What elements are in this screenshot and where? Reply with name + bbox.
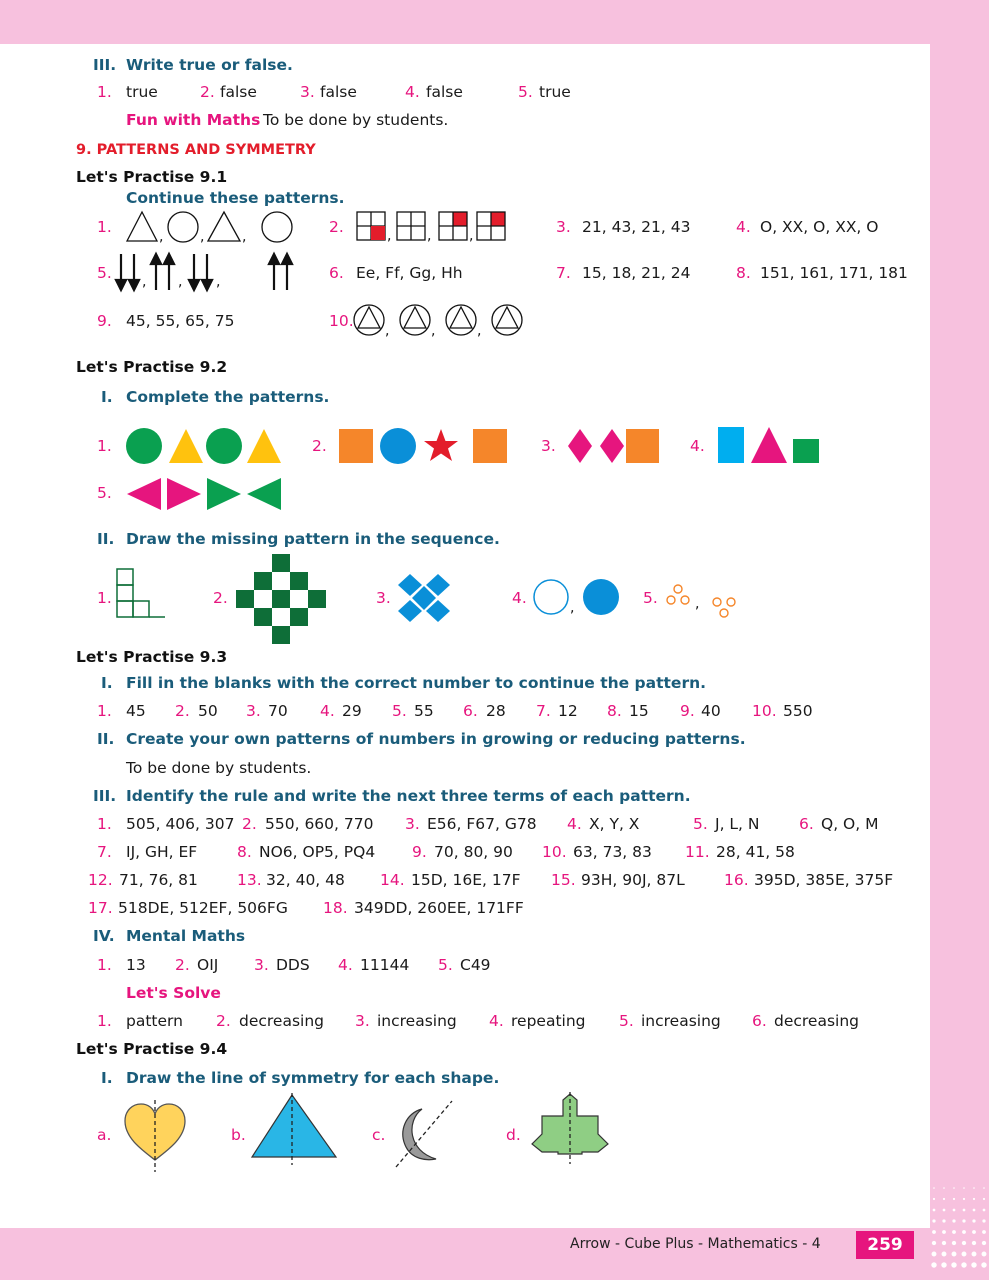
diamond-cluster-shape — [396, 572, 452, 624]
item-number: 2. — [216, 1012, 231, 1030]
section-number: III. — [93, 787, 117, 805]
decorative-dot — [952, 1241, 956, 1245]
item-number: 5. — [518, 83, 533, 101]
item-answer: 13 — [126, 956, 146, 974]
item-label: b. — [231, 1126, 246, 1144]
item-answer: decreasing — [239, 1012, 325, 1030]
practise-title: Let's Practise 9.4 — [76, 1040, 228, 1058]
item-answer: NO6, OP5, PQ4 — [259, 843, 376, 861]
small-circles-shape — [663, 580, 745, 620]
item-answer: X, Y, X — [589, 815, 640, 833]
comma: , — [469, 228, 474, 244]
decorative-dot — [953, 1209, 956, 1212]
item-number: 4. — [736, 218, 751, 236]
item-number: 5. — [619, 1012, 634, 1030]
item-number: 10. — [752, 702, 777, 720]
item-number: 9. — [97, 312, 112, 330]
decorative-dot — [932, 1241, 936, 1245]
decorative-dot — [943, 1187, 945, 1189]
answer-text: Ee, Ff, Gg, Hh — [356, 264, 463, 282]
item-number: 15. — [551, 871, 576, 889]
item-number: 1. — [97, 589, 112, 607]
comma: , — [242, 229, 247, 245]
item-number: 4. — [567, 815, 582, 833]
item-answer: Q, O, M — [821, 815, 879, 833]
item-answer: 93H, 90J, 87L — [581, 871, 685, 889]
decorative-dot — [933, 1187, 935, 1189]
item-answer: 349DD, 260EE, 171FF — [354, 899, 524, 917]
item-answer: IJ, GH, EF — [126, 843, 198, 861]
decorative-dot — [961, 1262, 966, 1267]
decorative-dot — [931, 1262, 936, 1267]
item-answer: pattern — [126, 1012, 183, 1030]
comma: , — [200, 229, 205, 245]
decorative-dot — [943, 1198, 945, 1200]
practise-title: Let's Practise 9.3 — [76, 648, 228, 666]
item-number: 3. — [246, 702, 261, 720]
heart-shape — [122, 1100, 188, 1172]
practise-title: Let's Practise 9.1 — [76, 168, 228, 186]
item-number: 2. — [242, 815, 257, 833]
section-number: II. — [97, 530, 115, 548]
item-answer: 518DE, 512EF, 506FG — [118, 899, 288, 917]
item-answer: C49 — [460, 956, 491, 974]
item-number: 3. — [300, 83, 315, 101]
crescent-moon-shape — [392, 1097, 462, 1169]
l-block-shape — [115, 567, 167, 627]
item-answer: 15 — [629, 702, 649, 720]
item-number: 14. — [380, 871, 405, 889]
item-number: 5. — [643, 589, 658, 607]
house-arrow-shape — [526, 1092, 614, 1166]
item-number: 8. — [736, 264, 751, 282]
section-heading: Create your own patterns of numbers in growing or reducing patterns. — [126, 730, 746, 748]
circle-outline-filled-shape — [532, 578, 622, 618]
comma: , — [427, 228, 432, 244]
section-heading: Write true or false. — [126, 56, 293, 74]
section-heading: Identify the rule and write the next three terms of each pattern. — [126, 787, 691, 805]
item-number: 3. — [355, 1012, 370, 1030]
triangle-shape — [250, 1093, 340, 1165]
section-number: I. — [101, 388, 113, 406]
decorative-dot — [972, 1230, 976, 1234]
item-answer: 32, 40, 48 — [266, 871, 345, 889]
decorative-dot — [981, 1262, 986, 1267]
item-answer: 12 — [558, 702, 578, 720]
decorative-dot — [952, 1219, 955, 1222]
diamond-square-pattern — [566, 427, 661, 465]
item-number: 10. — [329, 312, 354, 330]
decorative-dot — [962, 1252, 967, 1257]
item-number: 5. — [693, 815, 708, 833]
item-answer: 63, 73, 83 — [573, 843, 652, 861]
item-answer: repeating — [511, 1012, 586, 1030]
square-circle-star-pattern — [337, 427, 512, 465]
item-number: 2. — [312, 437, 327, 455]
chapter-title: 9. PATTERNS AND SYMMETRY — [76, 142, 316, 158]
comma: , — [695, 596, 700, 612]
decorative-dot — [943, 1209, 946, 1212]
decorative-dot — [973, 1209, 976, 1212]
circle-triangle-pattern — [352, 303, 532, 337]
decorative-dot — [941, 1262, 946, 1267]
item-answer: increasing — [641, 1012, 721, 1030]
decorative-dot — [942, 1241, 946, 1245]
comma: , — [387, 228, 392, 244]
decorative-dot — [982, 1219, 985, 1222]
item-number: 1. — [97, 218, 112, 236]
item-answer: 45 — [126, 702, 146, 720]
section-text: To be done by students. — [126, 759, 312, 777]
item-answer: 395D, 385E, 375F — [754, 871, 894, 889]
decorative-dot — [953, 1198, 955, 1200]
decorative-dot — [933, 1209, 936, 1212]
fun-with-maths-label: Fun with Maths — [126, 111, 261, 129]
decorative-dot — [963, 1209, 966, 1212]
decorative-dot — [942, 1219, 945, 1222]
decorative-dot — [932, 1252, 937, 1257]
item-number: 3. — [405, 815, 420, 833]
item-number: 7. — [556, 264, 571, 282]
decorative-dot — [952, 1252, 957, 1257]
item-answer: 71, 76, 81 — [119, 871, 198, 889]
item-answer: 55 — [414, 702, 434, 720]
answer-text: 151, 161, 171, 181 — [760, 264, 908, 282]
item-number: 4. — [690, 437, 705, 455]
item-number: 17. — [88, 899, 113, 917]
decorative-dot — [973, 1187, 975, 1189]
decorative-dot — [962, 1230, 966, 1234]
item-answer: 505, 406, 307 — [126, 815, 235, 833]
arrowhead-triangles-pattern — [125, 476, 283, 512]
answer-text: O, XX, O, XX, O — [760, 218, 879, 236]
item-number: 1. — [97, 956, 112, 974]
comma: , — [159, 229, 164, 245]
decorative-dot — [971, 1262, 976, 1267]
practise-subtitle: Continue these patterns. — [126, 189, 345, 207]
decorative-dot — [983, 1187, 985, 1189]
comma: , — [142, 274, 147, 290]
item-answer: true — [539, 83, 571, 101]
decorative-dot — [962, 1219, 965, 1222]
answer-text: 15, 18, 21, 24 — [582, 264, 691, 282]
item-answer: 550, 660, 770 — [265, 815, 374, 833]
triangle-circle-pattern — [125, 210, 295, 244]
item-answer: 550 — [783, 702, 813, 720]
item-number: 4. — [338, 956, 353, 974]
lets-solve-label: Let's Solve — [126, 984, 221, 1002]
item-number: 4. — [489, 1012, 504, 1030]
item-number: 2. — [200, 83, 215, 101]
item-answer: 28, 41, 58 — [716, 843, 795, 861]
decorative-dot — [982, 1241, 986, 1245]
footer-band — [0, 1228, 989, 1280]
item-answer: J, L, N — [715, 815, 760, 833]
practise-title: Let's Practise 9.2 — [76, 358, 228, 376]
comma: , — [570, 600, 575, 616]
item-number: 3. — [541, 437, 556, 455]
decorative-dot — [942, 1252, 947, 1257]
decorative-dot — [932, 1230, 936, 1234]
section-number: I. — [101, 1069, 113, 1087]
grid-square-pattern — [355, 210, 525, 242]
item-answer: 70, 80, 90 — [434, 843, 513, 861]
checker-diamond-shape — [231, 554, 331, 646]
item-number: 1. — [97, 702, 112, 720]
arrows-pattern — [116, 252, 301, 292]
item-label: a. — [97, 1126, 112, 1144]
comma: , — [178, 274, 183, 290]
decorative-dot — [983, 1198, 985, 1200]
item-number: 2. — [213, 589, 228, 607]
decorative-dot — [972, 1252, 977, 1257]
item-number: 11. — [685, 843, 710, 861]
item-number: 8. — [237, 843, 252, 861]
comma: , — [216, 274, 221, 290]
decorative-dot — [953, 1187, 955, 1189]
item-number: 4. — [405, 83, 420, 101]
decorative-dot — [933, 1198, 935, 1200]
item-answer: false — [426, 83, 463, 101]
section-number: IV. — [93, 927, 115, 945]
page-number-badge: 259 — [856, 1231, 914, 1259]
item-number: 4. — [320, 702, 335, 720]
item-number: 1. — [97, 437, 112, 455]
item-answer: 29 — [342, 702, 362, 720]
item-number: 5. — [438, 956, 453, 974]
item-answer: decreasing — [774, 1012, 860, 1030]
item-number: 3. — [376, 589, 391, 607]
item-number: 1. — [97, 83, 112, 101]
item-number: 5. — [392, 702, 407, 720]
item-number: 10. — [542, 843, 567, 861]
decorative-dot — [972, 1241, 976, 1245]
item-answer: true — [126, 83, 158, 101]
item-answer: 28 — [486, 702, 506, 720]
item-number: 6. — [799, 815, 814, 833]
section-heading: Fill in the blanks with the correct number to continue the pattern. — [126, 674, 707, 692]
item-number: 5. — [97, 264, 112, 282]
answer-text: 45, 55, 65, 75 — [126, 312, 235, 330]
item-number: 2. — [175, 702, 190, 720]
section-heading: Draw the missing pattern in the sequence. — [126, 530, 500, 548]
decorative-dot — [963, 1198, 965, 1200]
item-number: 8. — [607, 702, 622, 720]
decorative-dot — [962, 1241, 966, 1245]
decorative-dot — [932, 1219, 935, 1222]
item-number: 3. — [254, 956, 269, 974]
comma: , — [385, 323, 390, 339]
item-answer: false — [320, 83, 357, 101]
item-number: 5. — [97, 484, 112, 502]
item-answer: increasing — [377, 1012, 457, 1030]
section-heading: Mental Maths — [126, 927, 246, 945]
item-number: 3. — [556, 218, 571, 236]
item-number: 7. — [97, 843, 112, 861]
item-number: 9. — [680, 702, 695, 720]
item-answer: 11144 — [360, 956, 410, 974]
answer-text: 21, 43, 21, 43 — [582, 218, 691, 236]
rect-triangle-square-pattern — [716, 425, 822, 465]
fun-with-maths-text: To be done by students. — [263, 111, 449, 129]
item-number: 2. — [175, 956, 190, 974]
item-answer: 15D, 16E, 17F — [411, 871, 521, 889]
item-answer: 70 — [268, 702, 288, 720]
decorative-dot — [982, 1230, 986, 1234]
item-number: 6. — [463, 702, 478, 720]
item-number: 6. — [752, 1012, 767, 1030]
decorative-dot — [942, 1230, 946, 1234]
item-number: 16. — [724, 871, 749, 889]
item-answer: 40 — [701, 702, 721, 720]
item-number: 12. — [88, 871, 113, 889]
item-label: c. — [372, 1126, 386, 1144]
item-number: 9. — [412, 843, 427, 861]
decorative-dot — [983, 1209, 986, 1212]
section-number: III. — [93, 56, 117, 74]
decorative-dots-icon — [928, 1180, 989, 1280]
item-answer: false — [220, 83, 257, 101]
item-number: 6. — [329, 264, 344, 282]
decorative-dot — [952, 1230, 956, 1234]
item-number: 2. — [329, 218, 344, 236]
section-number: I. — [101, 674, 113, 692]
item-number: 7. — [536, 702, 551, 720]
section-heading: Draw the line of symmetry for each shape. — [126, 1069, 500, 1087]
item-answer: DDS — [276, 956, 310, 974]
item-label: d. — [506, 1126, 521, 1144]
decorative-dot — [963, 1187, 965, 1189]
item-answer: OIJ — [197, 956, 219, 974]
decorative-dot — [951, 1262, 956, 1267]
decorative-dot — [973, 1198, 975, 1200]
section-heading: Complete the patterns. — [126, 388, 330, 406]
item-number: 18. — [323, 899, 348, 917]
item-number: 1. — [97, 1012, 112, 1030]
item-answer: 50 — [198, 702, 218, 720]
decorative-dot — [982, 1252, 987, 1257]
footer-book-title: Arrow - Cube Plus - Mathematics - 4 — [570, 1236, 821, 1252]
comma: , — [431, 323, 436, 339]
item-number: 13. — [237, 871, 262, 889]
item-number: 4. — [512, 589, 527, 607]
decorative-dot — [972, 1219, 975, 1222]
comma: , — [477, 323, 482, 339]
circle-triangle-color-pattern — [125, 427, 285, 465]
section-number: II. — [97, 730, 115, 748]
item-number: 1. — [97, 815, 112, 833]
item-answer: E56, F67, G78 — [427, 815, 537, 833]
